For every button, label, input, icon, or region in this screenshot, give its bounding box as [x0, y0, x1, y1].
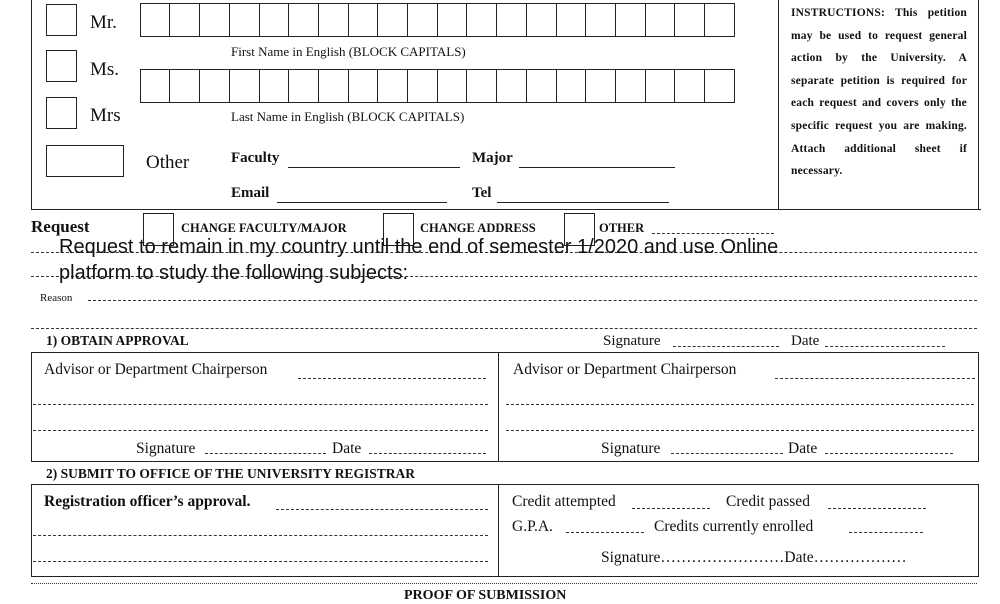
officer-line-3[interactable]	[33, 561, 488, 562]
right-signature-label: Signature	[601, 440, 661, 457]
typed-request-line-2[interactable]: platform to study the following subjects:	[59, 262, 409, 284]
left-approval-line-2[interactable]	[33, 404, 488, 405]
last-name-char-box[interactable]	[407, 69, 438, 103]
last-name-char-box[interactable]	[318, 69, 349, 103]
cut-line	[31, 583, 977, 584]
applicant-signature-label: Signature	[603, 333, 661, 349]
first-name-char-box[interactable]	[437, 3, 468, 37]
left-date-line[interactable]	[369, 453, 486, 454]
change-address-label: CHANGE ADDRESS	[420, 221, 536, 235]
first-name-char-box[interactable]	[704, 3, 735, 37]
last-name-char-box[interactable]	[169, 69, 200, 103]
faculty-field[interactable]	[288, 167, 460, 168]
registrar-heading: 2) SUBMIT TO OFFICE OF THE UNIVERSITY REGISTRAR	[46, 466, 415, 481]
left-date-label: Date	[332, 440, 362, 457]
officer-approval-line[interactable]	[276, 509, 488, 510]
last-name-char-box[interactable]	[674, 69, 705, 103]
approval-heading: 1) OBTAIN APPROVAL	[46, 333, 189, 348]
other-request-line[interactable]	[652, 233, 774, 234]
mr-label: Mr.	[90, 12, 117, 33]
reason-line[interactable]	[88, 300, 977, 301]
first-name-boxes[interactable]	[141, 3, 735, 37]
instructions-text: INSTRUCTIONS: This petition may be used to request general action by the University. A separate petition is required for each request and covers only the specific request you are making. Attach additional sheet if necessary.	[791, 7, 967, 178]
last-name-char-box[interactable]	[526, 69, 557, 103]
officer-line-2[interactable]	[33, 535, 488, 536]
credits-enrolled-field[interactable]	[849, 532, 923, 533]
registrar-divider	[498, 484, 500, 577]
last-name-char-box[interactable]	[615, 69, 646, 103]
last-name-caption: Last Name in English (BLOCK CAPITALS)	[231, 109, 465, 124]
first-name-char-box[interactable]	[496, 3, 527, 37]
last-name-char-box[interactable]	[645, 69, 676, 103]
email-label: Email	[231, 185, 270, 201]
last-name-boxes[interactable]	[141, 69, 735, 103]
last-name-char-box[interactable]	[229, 69, 260, 103]
right-advisor-label: Advisor or Department Chairperson	[513, 361, 737, 378]
first-name-char-box[interactable]	[674, 3, 705, 37]
first-name-char-box[interactable]	[615, 3, 646, 37]
mr-checkbox[interactable]	[46, 4, 77, 36]
right-date-label: Date	[788, 440, 818, 457]
other-title-label: Other	[146, 152, 190, 173]
gpa-field[interactable]	[566, 532, 644, 533]
first-name-char-box[interactable]	[199, 3, 230, 37]
ms-label: Ms.	[90, 59, 120, 80]
last-name-char-box[interactable]	[348, 69, 379, 103]
last-name-char-box[interactable]	[377, 69, 408, 103]
applicant-right-border	[978, 0, 980, 210]
tel-label: Tel	[472, 185, 492, 201]
last-name-char-box[interactable]	[199, 69, 230, 103]
right-advisor-line[interactable]	[775, 378, 975, 379]
left-approval-line-3[interactable]	[33, 430, 488, 431]
right-signature-line[interactable]	[671, 453, 783, 454]
left-signature-label: Signature	[136, 440, 196, 457]
first-name-char-box[interactable]	[585, 3, 616, 37]
right-date-line[interactable]	[825, 453, 953, 454]
applicant-bottom-border	[31, 209, 981, 210]
credits-enrolled-label: Credits currently enrolled	[654, 518, 814, 535]
approval-divider	[498, 352, 500, 462]
change-faculty-label: CHANGE FACULTY/MAJOR	[181, 221, 347, 235]
right-approval-line-2[interactable]	[506, 404, 974, 405]
applicant-left-border	[31, 0, 33, 210]
gpa-label: G.P.A.	[512, 518, 553, 535]
applicant-date-label: Date	[791, 333, 820, 349]
left-signature-line[interactable]	[205, 453, 326, 454]
mrs-checkbox[interactable]	[46, 97, 77, 129]
major-field[interactable]	[519, 167, 675, 168]
credit-passed-label: Credit passed	[726, 493, 810, 510]
first-name-char-box[interactable]	[259, 3, 290, 37]
other-request-label: OTHER	[599, 221, 645, 235]
first-name-char-box[interactable]	[645, 3, 676, 37]
first-name-char-box[interactable]	[288, 3, 319, 37]
proof-of-submission-heading: PROOF OF SUBMISSION	[404, 588, 567, 603]
request-line-4[interactable]	[31, 328, 977, 329]
last-name-char-box[interactable]	[259, 69, 290, 103]
left-advisor-line[interactable]	[298, 378, 486, 379]
first-name-caption: First Name in English (BLOCK CAPITALS)	[231, 44, 466, 59]
last-name-char-box[interactable]	[585, 69, 616, 103]
first-name-char-box[interactable]	[140, 3, 171, 37]
credit-attempted-field[interactable]	[632, 508, 710, 509]
last-name-char-box[interactable]	[437, 69, 468, 103]
first-name-char-box[interactable]	[348, 3, 379, 37]
first-name-char-box[interactable]	[229, 3, 260, 37]
applicant-date-line[interactable]	[825, 346, 945, 347]
officer-approval-label: Registration officer’s approval.	[44, 493, 251, 510]
right-approval-line-3[interactable]	[506, 430, 974, 431]
last-name-char-box[interactable]	[496, 69, 527, 103]
first-name-char-box[interactable]	[526, 3, 557, 37]
mrs-label: Mrs	[90, 105, 121, 126]
registrar-signature-date[interactable]: Signature……………………Date………………	[601, 549, 907, 566]
credit-passed-field[interactable]	[828, 508, 926, 509]
tel-field[interactable]	[497, 202, 669, 203]
left-advisor-label: Advisor or Department Chairperson	[44, 361, 268, 378]
last-name-char-box[interactable]	[288, 69, 319, 103]
email-field[interactable]	[277, 202, 447, 203]
request-label: Request	[31, 217, 90, 236]
first-name-char-box[interactable]	[407, 3, 438, 37]
first-name-char-box[interactable]	[318, 3, 349, 37]
other-title-field[interactable]	[46, 145, 124, 177]
first-name-char-box[interactable]	[556, 3, 587, 37]
major-label: Major	[472, 150, 513, 166]
last-name-char-box[interactable]	[466, 69, 497, 103]
applicant-signature-line[interactable]	[673, 346, 779, 347]
credit-attempted-label: Credit attempted	[512, 493, 616, 510]
ms-checkbox[interactable]	[46, 50, 77, 82]
last-name-char-box[interactable]	[704, 69, 735, 103]
reason-label: Reason	[40, 292, 73, 304]
first-name-char-box[interactable]	[466, 3, 497, 37]
first-name-char-box[interactable]	[169, 3, 200, 37]
last-name-char-box[interactable]	[140, 69, 171, 103]
instructions-divider	[778, 0, 780, 210]
faculty-label: Faculty	[231, 150, 280, 166]
first-name-char-box[interactable]	[377, 3, 408, 37]
last-name-char-box[interactable]	[556, 69, 587, 103]
typed-request-line-1[interactable]: Request to remain in my country until the end of semester 1/2020 and use Online	[59, 236, 779, 258]
